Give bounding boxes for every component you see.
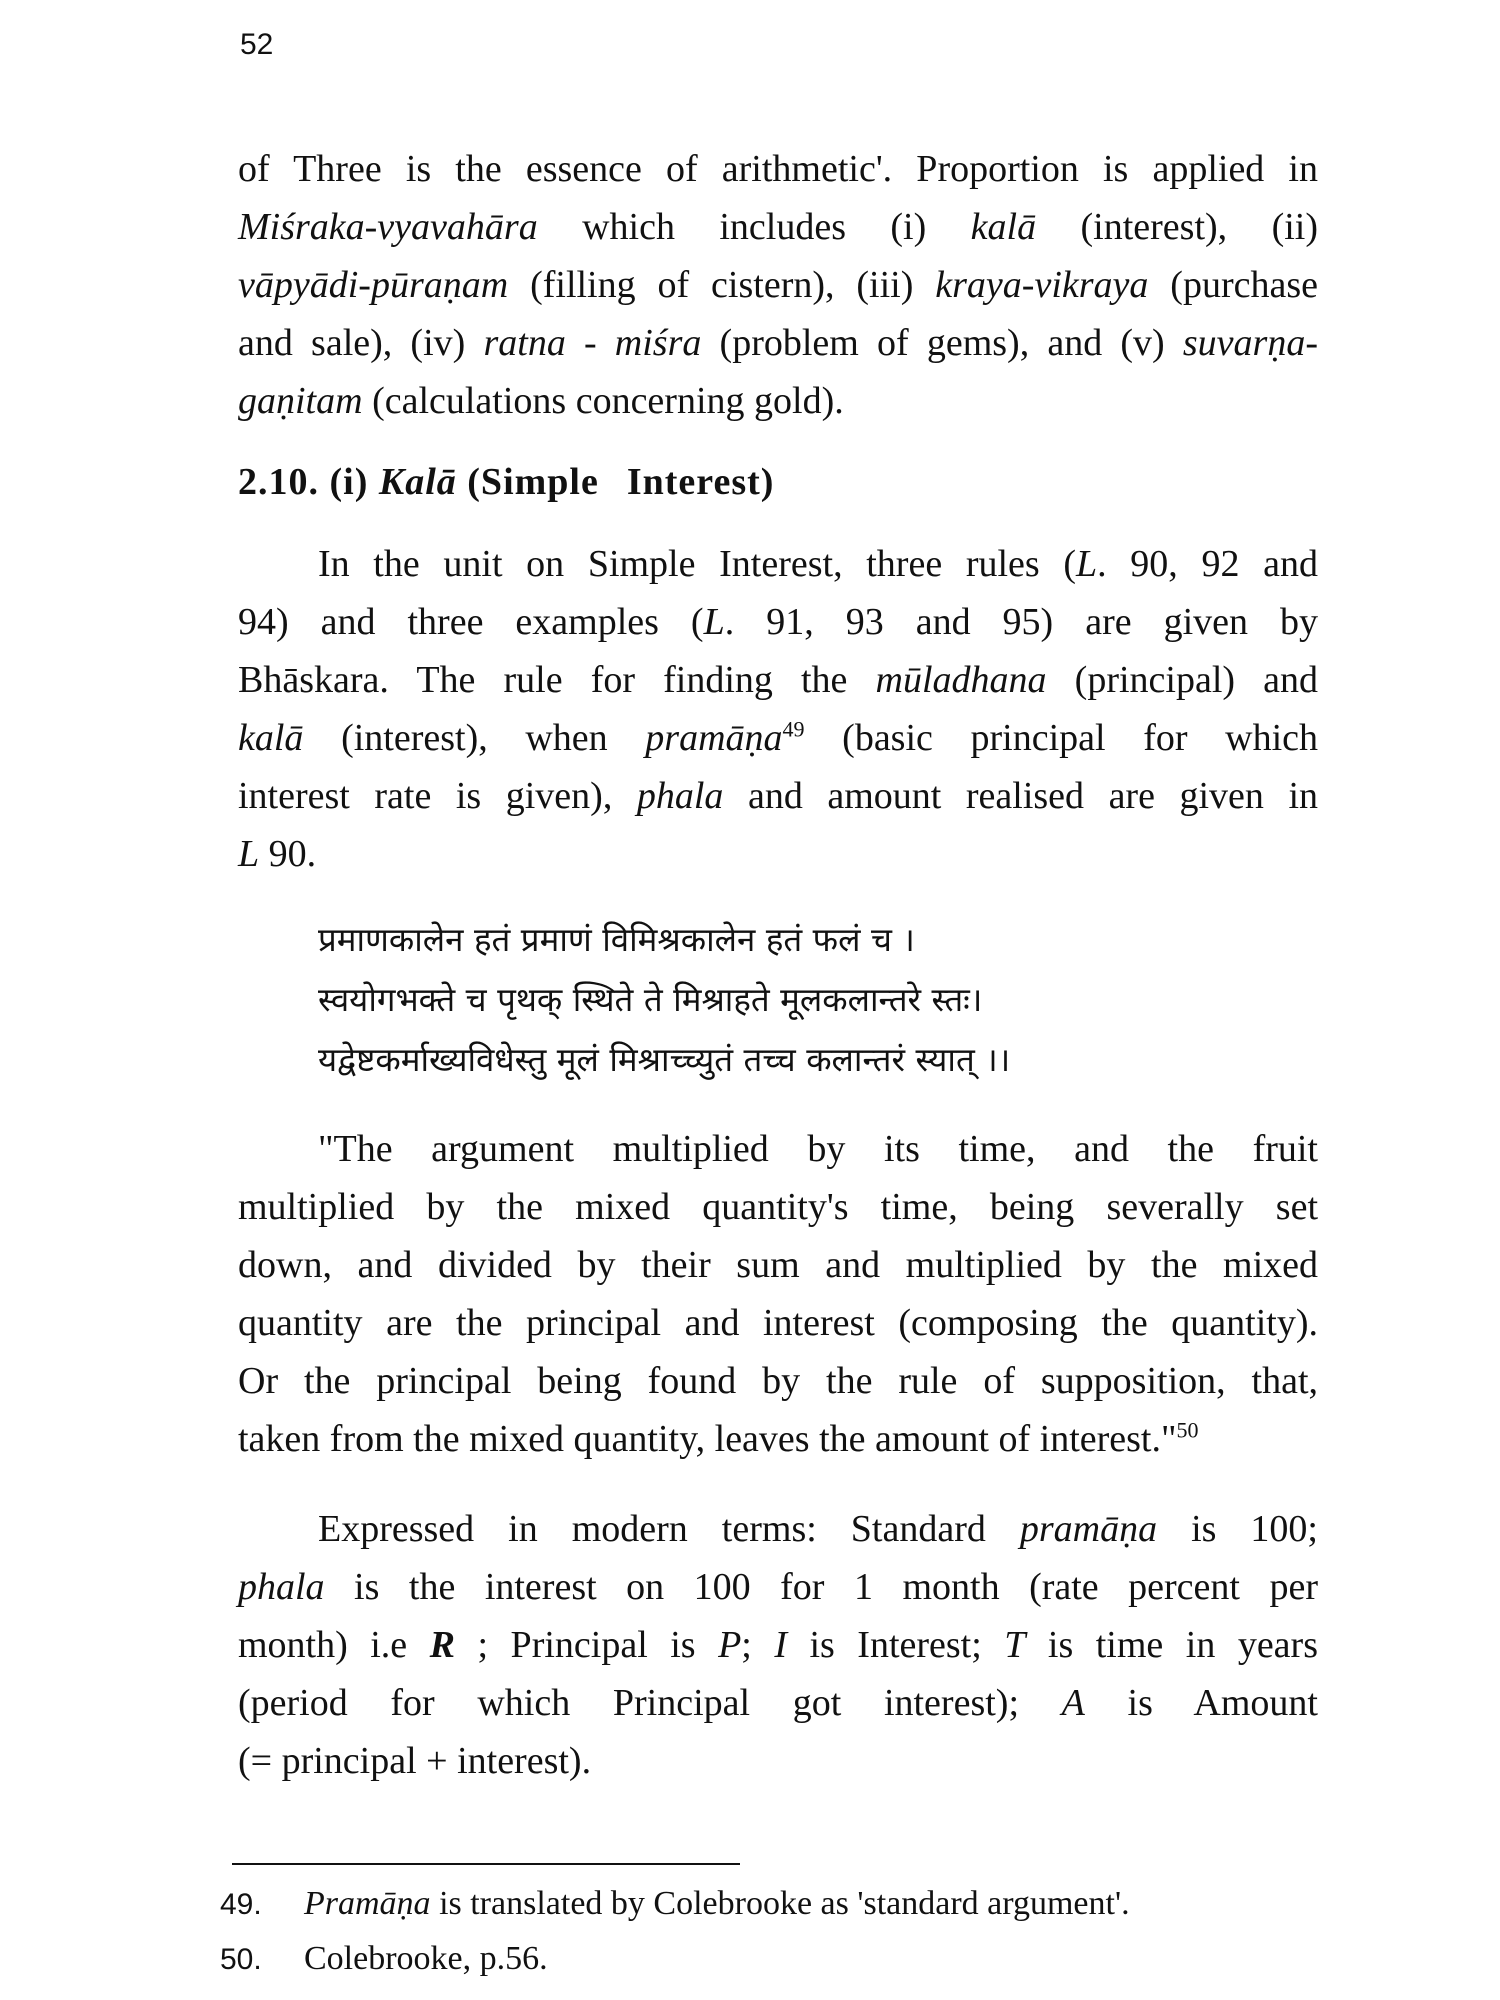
text-line: Bhāskara. The rule for finding the mūladhana (principal) and [238, 659, 1319, 701]
page-number: 52 [240, 28, 274, 61]
text-line: "The argument multiplied by its time, and the fruit [318, 1128, 1318, 1170]
text-line: vāpyādi-pūraṇam (filling of cistern), (iii) kraya-vikraya (purchase [238, 264, 1318, 306]
sanskrit-verse [318, 910, 1218, 1090]
text-line: 94) and three examples (L. 91, 93 and 95) are given by [238, 601, 1318, 643]
text-line: Or the principal being found by the rule of supposition, that, [238, 1360, 1318, 1402]
text-line: gaṇitam (calculations concerning gold). [238, 380, 844, 422]
footnote-divider [232, 1863, 740, 1865]
text-line: and sale), (iv) ratna - miśra (problem of gems), and (v) suvarṇa- [238, 322, 1318, 364]
text-line: down, and divided by their sum and multiplied by the mixed [238, 1244, 1318, 1286]
intro-paragraph [238, 140, 1318, 430]
verse-line: स्वयोगभक्ते च पृथक् स्थिते ते मिश्राहते मूलकलान्तरे स्तः। [318, 980, 983, 1019]
text-line: interest rate is given), phala and amount realised are given in [238, 775, 1319, 817]
text-line: month) i.e R ; Principal is P; I is Interest; T is time in years [238, 1624, 1318, 1666]
footnote-49: 49. Pramāṇa is translated by Colebrooke as 'standard argument'. [220, 1885, 1130, 1922]
quoted-translation [238, 1120, 1318, 1468]
paragraph-modern-terms [238, 1500, 1318, 1790]
text-line: taken from the mixed quantity, leaves the amount of interest."$^{50}$ [238, 1417, 1199, 1460]
text-line: phala is the interest on 100 for 1 month (rate percent per [238, 1566, 1318, 1608]
verse-line: यद्वेष्टकर्माख्यविधेस्तु मूलं मिश्राच्च्युतं तच्च कलान्तरं स्यात् ।। [318, 1040, 1011, 1079]
text-line: of Three is the essence of arithmetic'. Proportion is applied in [238, 148, 1318, 190]
text-line: quantity are the principal and interest (composing the quantity). [238, 1302, 1318, 1344]
text-line: Expressed in modern terms: Standard pramāṇa is 100; [318, 1508, 1318, 1550]
section-heading: 2.10. (i) Kalā (Simple Interest) [238, 461, 775, 503]
text-line: Miśraka-vyavahāra which includes (i) kalā (interest), (ii) [238, 206, 1318, 248]
verse-line: प्रमाणकालेन हतं प्रमाणं विमिश्रकालेन हतं फलं च । [318, 920, 915, 959]
text-line: L 90. [238, 833, 317, 875]
text-line: kalā (interest), when pramāṇa$^{49}$ (basic principal for which [238, 716, 1319, 759]
footnote-ref-49: 49 [782, 716, 805, 742]
text-line: (= principal + interest). [238, 1740, 592, 1782]
text-line: In the unit on Simple Interest, three rules (L. 90, 92 and [318, 543, 1318, 585]
text-line: multiplied by the mixed quantity's time, being severally set [238, 1186, 1318, 1228]
paragraph-simple-interest [238, 535, 1318, 883]
footnote-ref-50: 50 [1176, 1417, 1199, 1443]
footnote-50: 50. Colebrooke, p.56. [220, 1940, 548, 1977]
text-line: (period for which Principal got interest); A is Amount [238, 1682, 1318, 1724]
